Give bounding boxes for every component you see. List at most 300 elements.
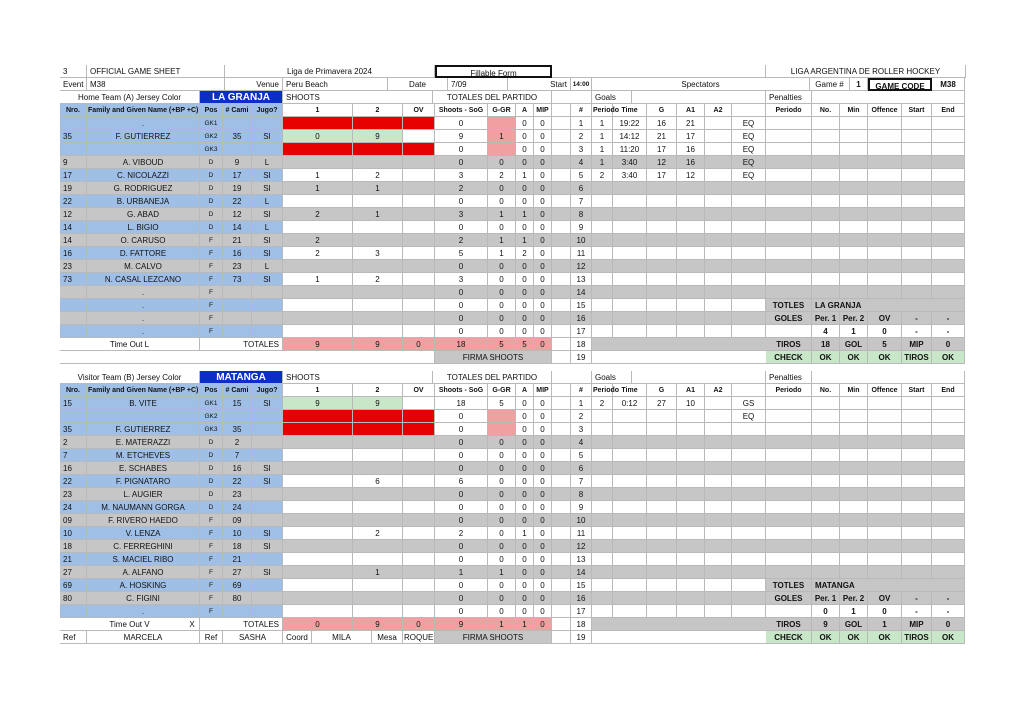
player-position[interactable]: GK1 <box>200 117 223 130</box>
player-position[interactable]: F <box>200 273 223 286</box>
shots-period-2[interactable] <box>353 143 403 156</box>
penalty-st[interactable] <box>902 462 932 475</box>
penalty-min[interactable] <box>840 234 868 247</box>
player-name[interactable] <box>87 143 200 156</box>
shots-period-1[interactable] <box>283 540 353 553</box>
goal-scorer[interactable] <box>647 501 677 514</box>
penalty-en[interactable] <box>932 410 965 423</box>
shots-period-1[interactable]: 2 <box>283 247 353 260</box>
penalty-no[interactable] <box>812 195 840 208</box>
goal-type[interactable] <box>732 208 766 221</box>
player-played[interactable] <box>252 501 283 514</box>
goal-assist-2[interactable] <box>705 195 732 208</box>
penalty-pp[interactable] <box>766 208 812 221</box>
penalty-off[interactable] <box>868 234 902 247</box>
shots-period-1[interactable] <box>283 475 353 488</box>
player-played[interactable]: SI <box>252 566 283 579</box>
shots-overtime[interactable] <box>403 117 435 130</box>
player-number[interactable]: 14 <box>60 221 87 234</box>
player-played[interactable]: SI <box>252 234 283 247</box>
player-number[interactable]: 16 <box>60 247 87 260</box>
player-number[interactable] <box>60 312 87 325</box>
goal-period[interactable] <box>592 182 613 195</box>
player-played[interactable]: SI <box>252 169 283 182</box>
player-played[interactable] <box>252 579 283 592</box>
goal-time[interactable] <box>613 286 647 299</box>
goal-type[interactable] <box>732 488 766 501</box>
penalty-st[interactable] <box>902 260 932 273</box>
goal-assist-1[interactable] <box>677 195 705 208</box>
goal-assist-2[interactable] <box>705 221 732 234</box>
goal-scorer[interactable] <box>647 423 677 436</box>
penalty-en[interactable] <box>932 260 965 273</box>
goal-period[interactable] <box>592 221 613 234</box>
shots-overtime[interactable] <box>403 143 435 156</box>
goal-assist-2[interactable] <box>705 501 732 514</box>
penalty-en[interactable] <box>932 488 965 501</box>
player-played[interactable]: SI <box>252 130 283 143</box>
goal-type[interactable]: GS <box>732 397 766 410</box>
penalty-st[interactable] <box>902 449 932 462</box>
player-number[interactable]: 73 <box>60 273 87 286</box>
goal-type[interactable]: EQ <box>732 410 766 423</box>
goal-scorer[interactable] <box>647 208 677 221</box>
penalty-pp[interactable] <box>766 247 812 260</box>
player-position[interactable]: GK3 <box>200 143 223 156</box>
goal-time[interactable]: 3:40 <box>613 156 647 169</box>
goal-time[interactable] <box>613 540 647 553</box>
penalty-pp[interactable] <box>766 117 812 130</box>
player-position[interactable]: GK1 <box>200 397 223 410</box>
player-number[interactable]: 27 <box>60 566 87 579</box>
goal-time[interactable]: 0:12 <box>613 397 647 410</box>
goal-assist-2[interactable] <box>705 410 732 423</box>
penalty-pp[interactable] <box>766 566 812 579</box>
shots-period-2[interactable] <box>353 260 403 273</box>
penalty-off[interactable] <box>868 182 902 195</box>
penalty-min[interactable] <box>840 527 868 540</box>
shots-overtime[interactable] <box>403 462 435 475</box>
penalty-off[interactable] <box>868 462 902 475</box>
player-shirt[interactable]: 18 <box>223 540 252 553</box>
penalty-off[interactable] <box>868 247 902 260</box>
player-position[interactable]: D <box>200 462 223 475</box>
penalty-no[interactable] <box>812 182 840 195</box>
shots-period-1[interactable] <box>283 312 353 325</box>
penalty-no[interactable] <box>812 553 840 566</box>
player-number[interactable]: 16 <box>60 462 87 475</box>
goal-time[interactable] <box>613 514 647 527</box>
player-position[interactable]: D <box>200 156 223 169</box>
player-position[interactable]: D <box>200 475 223 488</box>
goal-assist-1[interactable] <box>677 514 705 527</box>
shots-period-2[interactable] <box>353 156 403 169</box>
goal-scorer[interactable] <box>647 579 677 592</box>
player-shirt[interactable] <box>223 286 252 299</box>
penalty-pp[interactable] <box>766 273 812 286</box>
player-number[interactable]: 21 <box>60 553 87 566</box>
goal-assist-1[interactable] <box>677 501 705 514</box>
goal-type[interactable]: EQ <box>732 169 766 182</box>
goal-scorer[interactable] <box>647 566 677 579</box>
goal-assist-2[interactable] <box>705 553 732 566</box>
shots-period-2[interactable]: 6 <box>353 475 403 488</box>
player-number[interactable]: 80 <box>60 592 87 605</box>
goal-assist-1[interactable] <box>677 299 705 312</box>
goal-assist-2[interactable] <box>705 605 732 618</box>
penalty-en[interactable] <box>932 566 965 579</box>
goal-type[interactable] <box>732 221 766 234</box>
player-played[interactable]: SI <box>252 182 283 195</box>
shots-overtime[interactable] <box>403 488 435 501</box>
player-played[interactable] <box>252 286 283 299</box>
player-number[interactable]: 18 <box>60 540 87 553</box>
goal-period[interactable] <box>592 299 613 312</box>
penalty-no[interactable] <box>812 397 840 410</box>
goal-assist-1[interactable] <box>677 527 705 540</box>
shots-overtime[interactable] <box>403 195 435 208</box>
player-played[interactable] <box>252 410 283 423</box>
goal-assist-1[interactable] <box>677 234 705 247</box>
goal-scorer[interactable]: 12 <box>647 156 677 169</box>
goal-type[interactable] <box>732 566 766 579</box>
firma-shoots-button[interactable]: FIRMA SHOOTS <box>435 351 552 364</box>
shots-period-1[interactable] <box>283 501 353 514</box>
goal-scorer[interactable] <box>647 299 677 312</box>
player-shirt[interactable] <box>223 299 252 312</box>
penalty-off[interactable] <box>868 553 902 566</box>
goal-time[interactable] <box>613 553 647 566</box>
penalty-no[interactable] <box>812 449 840 462</box>
goal-scorer[interactable]: 17 <box>647 143 677 156</box>
penalty-pp[interactable] <box>766 514 812 527</box>
goal-period[interactable] <box>592 325 613 338</box>
penalty-off[interactable] <box>868 397 902 410</box>
goal-assist-2[interactable] <box>705 156 732 169</box>
goal-scorer[interactable] <box>647 260 677 273</box>
mesa-value[interactable]: ROQUE <box>404 632 434 642</box>
goal-period[interactable] <box>592 234 613 247</box>
goal-assist-2[interactable] <box>705 566 732 579</box>
penalty-no[interactable] <box>812 566 840 579</box>
player-name[interactable]: M. ETCHEVES <box>87 449 200 462</box>
shots-period-1[interactable] <box>283 527 353 540</box>
penalty-pp[interactable] <box>766 143 812 156</box>
goal-type[interactable] <box>732 299 766 312</box>
penalty-en[interactable] <box>932 553 965 566</box>
goal-assist-1[interactable] <box>677 423 705 436</box>
firma-shoots-button[interactable]: FIRMA SHOOTS <box>435 631 552 644</box>
goal-period[interactable] <box>592 514 613 527</box>
penalty-no[interactable] <box>812 488 840 501</box>
player-shirt[interactable]: 2 <box>223 436 252 449</box>
player-position[interactable]: GK3 <box>200 423 223 436</box>
goal-time[interactable] <box>613 260 647 273</box>
player-name[interactable]: B. URBANEJA <box>87 195 200 208</box>
penalty-off[interactable] <box>868 208 902 221</box>
goal-assist-1[interactable]: 12 <box>677 169 705 182</box>
player-number[interactable] <box>60 605 87 618</box>
goal-period[interactable] <box>592 475 613 488</box>
goal-time[interactable] <box>613 527 647 540</box>
goal-period[interactable] <box>592 260 613 273</box>
goal-period[interactable]: 2 <box>592 169 613 182</box>
penalty-pp[interactable] <box>766 449 812 462</box>
goal-type[interactable] <box>732 234 766 247</box>
goal-time[interactable] <box>613 475 647 488</box>
goal-period[interactable] <box>592 553 613 566</box>
goal-scorer[interactable] <box>647 195 677 208</box>
player-played[interactable]: SI <box>252 475 283 488</box>
penalty-min[interactable] <box>840 540 868 553</box>
player-name[interactable]: G. ABAD <box>87 208 200 221</box>
player-number[interactable]: 22 <box>60 195 87 208</box>
goal-assist-1[interactable] <box>677 286 705 299</box>
goal-scorer[interactable] <box>647 475 677 488</box>
shots-period-2[interactable] <box>353 312 403 325</box>
shots-period-2[interactable] <box>353 195 403 208</box>
penalty-pp[interactable] <box>766 410 812 423</box>
penalty-st[interactable] <box>902 182 932 195</box>
player-shirt[interactable]: 09 <box>223 514 252 527</box>
goal-assist-1[interactable] <box>677 566 705 579</box>
player-shirt[interactable] <box>223 325 252 338</box>
penalty-pp[interactable] <box>766 436 812 449</box>
player-name[interactable]: . <box>87 605 200 618</box>
goal-type[interactable]: EQ <box>732 130 766 143</box>
player-shirt[interactable]: 24 <box>223 501 252 514</box>
goal-scorer[interactable] <box>647 436 677 449</box>
goal-assist-2[interactable] <box>705 260 732 273</box>
goal-assist-1[interactable]: 10 <box>677 397 705 410</box>
penalty-min[interactable] <box>840 514 868 527</box>
player-number[interactable]: 9 <box>60 156 87 169</box>
player-name[interactable]: E. SCHABES <box>87 462 200 475</box>
player-position[interactable]: F <box>200 312 223 325</box>
player-name[interactable]: V. LENZA <box>87 527 200 540</box>
goal-assist-2[interactable] <box>705 117 732 130</box>
shots-period-2[interactable] <box>353 501 403 514</box>
shots-period-1[interactable] <box>283 579 353 592</box>
shots-period-1[interactable] <box>283 325 353 338</box>
penalty-off[interactable] <box>868 436 902 449</box>
player-number[interactable] <box>60 299 87 312</box>
penalty-off[interactable] <box>868 514 902 527</box>
goal-assist-2[interactable] <box>705 436 732 449</box>
player-played[interactable] <box>252 488 283 501</box>
goal-type[interactable] <box>732 325 766 338</box>
penalty-pp[interactable] <box>766 475 812 488</box>
player-shirt[interactable]: 21 <box>223 553 252 566</box>
shots-period-1[interactable] <box>283 592 353 605</box>
goal-period[interactable] <box>592 410 613 423</box>
goal-assist-2[interactable] <box>705 462 732 475</box>
goal-assist-1[interactable] <box>677 182 705 195</box>
goal-scorer[interactable] <box>647 234 677 247</box>
shots-period-2[interactable] <box>353 325 403 338</box>
goal-type[interactable] <box>732 273 766 286</box>
goal-time[interactable] <box>613 423 647 436</box>
penalty-no[interactable] <box>812 410 840 423</box>
player-played[interactable]: L <box>252 156 283 169</box>
goal-assist-2[interactable] <box>705 234 732 247</box>
shots-period-1[interactable] <box>283 410 353 423</box>
player-position[interactable]: GK2 <box>200 130 223 143</box>
goal-assist-2[interactable] <box>705 579 732 592</box>
shots-period-1[interactable] <box>283 195 353 208</box>
goal-period[interactable] <box>592 312 613 325</box>
shots-overtime[interactable] <box>403 260 435 273</box>
player-position[interactable]: F <box>200 592 223 605</box>
penalty-min[interactable] <box>840 182 868 195</box>
shots-period-2[interactable] <box>353 488 403 501</box>
penalty-min[interactable] <box>840 169 868 182</box>
player-name[interactable]: . <box>87 117 200 130</box>
shots-period-1[interactable] <box>283 436 353 449</box>
penalty-pp[interactable] <box>766 553 812 566</box>
penalty-min[interactable] <box>840 449 868 462</box>
penalty-no[interactable] <box>812 423 840 436</box>
player-number[interactable]: 23 <box>60 488 87 501</box>
player-name[interactable]: B. VITE <box>87 397 200 410</box>
player-position[interactable]: D <box>200 195 223 208</box>
player-played[interactable] <box>252 605 283 618</box>
shots-overtime[interactable] <box>403 514 435 527</box>
goal-period[interactable] <box>592 195 613 208</box>
goal-time[interactable] <box>613 182 647 195</box>
goal-type[interactable] <box>732 195 766 208</box>
shots-period-2[interactable]: 2 <box>353 169 403 182</box>
penalty-st[interactable] <box>902 566 932 579</box>
goal-time[interactable] <box>613 410 647 423</box>
player-shirt[interactable]: 17 <box>223 169 252 182</box>
shots-overtime[interactable] <box>403 182 435 195</box>
goal-assist-2[interactable] <box>705 325 732 338</box>
player-number[interactable]: 35 <box>60 130 87 143</box>
goal-type[interactable] <box>732 423 766 436</box>
penalty-no[interactable] <box>812 273 840 286</box>
shots-period-2[interactable] <box>353 514 403 527</box>
penalty-off[interactable] <box>868 156 902 169</box>
goal-time[interactable] <box>613 462 647 475</box>
player-name[interactable]: F. GUTIERREZ <box>87 423 200 436</box>
penalty-en[interactable] <box>932 234 965 247</box>
coordinator[interactable]: MILA <box>312 631 372 644</box>
player-shirt[interactable]: 16 <box>223 247 252 260</box>
player-name[interactable]: . <box>87 286 200 299</box>
shots-overtime[interactable] <box>403 234 435 247</box>
shots-period-1[interactable] <box>283 553 353 566</box>
goal-time[interactable] <box>613 195 647 208</box>
penalty-st[interactable] <box>902 553 932 566</box>
shots-period-1[interactable] <box>283 260 353 273</box>
player-position[interactable]: F <box>200 540 223 553</box>
penalty-st[interactable] <box>902 527 932 540</box>
shots-period-2[interactable] <box>353 449 403 462</box>
shots-overtime[interactable] <box>403 579 435 592</box>
goal-assist-2[interactable] <box>705 514 732 527</box>
player-name[interactable]: L. BIGIO <box>87 221 200 234</box>
goal-assist-2[interactable] <box>705 208 732 221</box>
penalty-en[interactable] <box>932 462 965 475</box>
penalty-st[interactable] <box>902 208 932 221</box>
goal-assist-1[interactable] <box>677 579 705 592</box>
player-name[interactable]: . <box>87 325 200 338</box>
goal-type[interactable] <box>732 579 766 592</box>
penalty-off[interactable] <box>868 143 902 156</box>
player-played[interactable] <box>252 592 283 605</box>
shots-overtime[interactable] <box>403 436 435 449</box>
player-played[interactable] <box>252 514 283 527</box>
goal-time[interactable] <box>613 449 647 462</box>
penalty-no[interactable] <box>812 117 840 130</box>
goal-assist-1[interactable]: 16 <box>677 143 705 156</box>
penalty-min[interactable] <box>840 423 868 436</box>
penalty-pp[interactable] <box>766 286 812 299</box>
penalty-st[interactable] <box>902 397 932 410</box>
penalty-en[interactable] <box>932 247 965 260</box>
player-name[interactable]: M. NAUMANN GORGA <box>87 501 200 514</box>
shots-period-2[interactable]: 1 <box>353 566 403 579</box>
goal-scorer[interactable] <box>647 410 677 423</box>
player-name[interactable]: F. PIGNATARO <box>87 475 200 488</box>
goal-assist-1[interactable] <box>677 247 705 260</box>
goal-assist-2[interactable] <box>705 423 732 436</box>
shots-period-2[interactable] <box>353 462 403 475</box>
player-shirt[interactable]: 15 <box>223 397 252 410</box>
penalty-pp[interactable] <box>766 195 812 208</box>
penalty-off[interactable] <box>868 475 902 488</box>
penalty-off[interactable] <box>868 195 902 208</box>
goal-assist-1[interactable] <box>677 436 705 449</box>
player-number[interactable]: 15 <box>60 397 87 410</box>
referee-2[interactable]: SASHA <box>223 631 283 644</box>
player-name[interactable]: O. CARUSO <box>87 234 200 247</box>
player-position[interactable]: D <box>200 501 223 514</box>
player-number[interactable] <box>60 325 87 338</box>
player-number[interactable]: 10 <box>60 527 87 540</box>
shots-overtime[interactable] <box>403 286 435 299</box>
goal-type[interactable] <box>732 501 766 514</box>
penalty-pp[interactable] <box>766 260 812 273</box>
goal-assist-1[interactable] <box>677 592 705 605</box>
player-shirt[interactable] <box>223 117 252 130</box>
penalty-st[interactable] <box>902 221 932 234</box>
penalty-en[interactable] <box>932 117 965 130</box>
shots-overtime[interactable] <box>403 540 435 553</box>
goal-time[interactable]: 14:12 <box>613 130 647 143</box>
goal-time[interactable] <box>613 488 647 501</box>
shots-overtime[interactable] <box>403 312 435 325</box>
penalty-st[interactable] <box>902 540 932 553</box>
goal-assist-2[interactable] <box>705 299 732 312</box>
player-shirt[interactable]: 23 <box>223 488 252 501</box>
player-position[interactable]: F <box>200 579 223 592</box>
player-name[interactable]: . <box>87 299 200 312</box>
penalty-st[interactable] <box>902 247 932 260</box>
penalty-en[interactable] <box>932 169 965 182</box>
goal-assist-1[interactable] <box>677 605 705 618</box>
penalty-min[interactable] <box>840 462 868 475</box>
player-name[interactable]: C. FIGINI <box>87 592 200 605</box>
player-played[interactable] <box>252 299 283 312</box>
goal-time[interactable] <box>613 234 647 247</box>
goal-scorer[interactable] <box>647 514 677 527</box>
penalty-no[interactable] <box>812 247 840 260</box>
goal-type[interactable] <box>732 527 766 540</box>
goal-assist-1[interactable] <box>677 260 705 273</box>
player-position[interactable]: D <box>200 169 223 182</box>
